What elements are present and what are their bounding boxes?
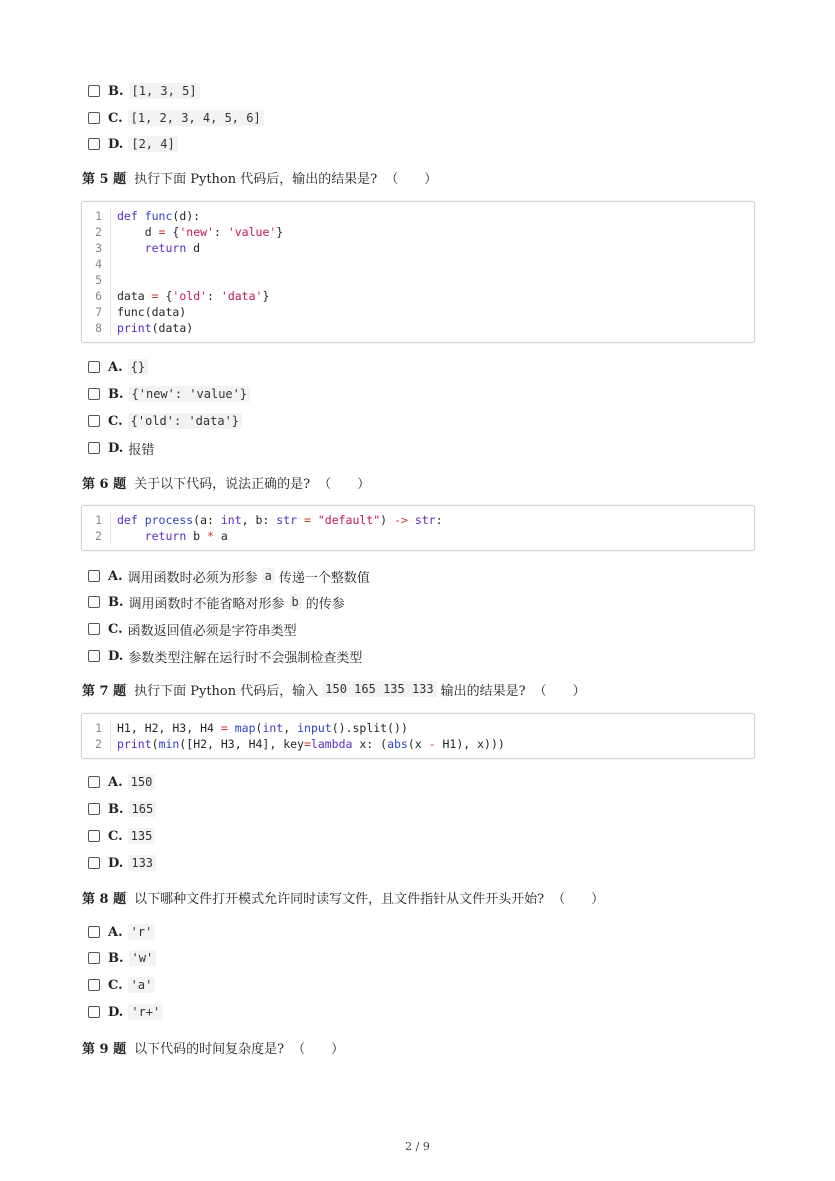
- q7-option-a[interactable]: [88, 771, 155, 793]
- code-token: int: [220, 513, 242, 527]
- code-token: , b:: [241, 513, 277, 527]
- code-token: min: [158, 737, 180, 751]
- option-code: {'new': 'value'}: [129, 386, 251, 402]
- code-text: [117, 529, 228, 543]
- code-line: [82, 208, 754, 224]
- question-text: 输出的结果是?: [440, 683, 526, 699]
- code-text: [117, 305, 186, 319]
- code-token: func(data): [117, 305, 187, 319]
- line-number: 4: [82, 257, 111, 271]
- q7-option-c[interactable]: [88, 825, 155, 847]
- question-9-title: [82, 1036, 344, 1058]
- code-token: ([H2, H3, H4], key: [179, 737, 304, 751]
- code-token: data: [117, 289, 152, 303]
- code-token: (x: [407, 737, 429, 751]
- code-token: }: [262, 289, 270, 303]
- option-letter: A.: [108, 774, 123, 790]
- q8-option-a[interactable]: [88, 921, 155, 943]
- code-token: :: [435, 513, 443, 527]
- q5-option-d[interactable]: [88, 437, 154, 459]
- code-token: b: [186, 529, 208, 543]
- q4-option-b[interactable]: [88, 80, 200, 102]
- option-code: 'a': [128, 977, 156, 993]
- option-letter: C.: [108, 413, 123, 429]
- code-token: 'new': [179, 225, 214, 239]
- code-token: =: [158, 225, 166, 239]
- question-text: 关于以下代码，说法正确的是?: [134, 476, 311, 492]
- code-token: lambda: [310, 737, 353, 751]
- code-token: str: [276, 513, 298, 527]
- code-token: (d):: [172, 209, 201, 223]
- line-number: 2: [82, 225, 111, 239]
- code-text: [117, 721, 408, 735]
- option-text: 调用函数时必须为形参: [127, 570, 258, 586]
- code-token: print: [117, 737, 152, 751]
- code-token: =: [151, 289, 159, 303]
- question-text: 以下代码的时间复杂度是?: [134, 1041, 285, 1057]
- q6-option-b[interactable]: [88, 591, 345, 613]
- q8-option-c[interactable]: [88, 974, 155, 996]
- option-letter: C.: [108, 110, 123, 126]
- question-text: 执行下面 Python 代码后，输出的结果是?: [134, 171, 378, 187]
- question-8-title: [82, 886, 604, 908]
- q5-option-a[interactable]: [88, 356, 148, 378]
- line-number: 8: [82, 321, 111, 335]
- code-token: :: [207, 289, 221, 303]
- option-letter: B.: [108, 386, 124, 402]
- code-text: [117, 513, 443, 527]
- code-line: [82, 320, 754, 336]
- code-text: [117, 289, 269, 303]
- checkbox[interactable]: [88, 388, 100, 400]
- code-token: map: [234, 721, 256, 735]
- code-token: -: [428, 737, 436, 751]
- answer-blank: （ ）: [318, 476, 371, 492]
- code-token: str: [414, 513, 436, 527]
- code-token: =: [220, 721, 228, 735]
- question-number: 第 5 题: [82, 171, 127, 187]
- option-letter: D.: [108, 440, 124, 456]
- line-number: 5: [82, 273, 111, 287]
- code-token: a: [213, 529, 228, 543]
- checkbox[interactable]: [88, 596, 100, 608]
- question-number: 第 8 题: [82, 891, 127, 907]
- option-code: [1, 3, 5]: [129, 83, 200, 99]
- code-token: func: [144, 209, 173, 223]
- option-letter: D.: [108, 1004, 124, 1020]
- option-code: {'old': 'data'}: [128, 413, 242, 429]
- code-line: [82, 720, 754, 736]
- checkbox[interactable]: [88, 415, 100, 427]
- option-text: 函数返回值必须是字符串类型: [127, 623, 297, 639]
- option-code: a: [262, 568, 275, 584]
- code-token: ->: [394, 513, 408, 527]
- checkbox[interactable]: [88, 138, 100, 150]
- code-token: [408, 513, 415, 527]
- q4-option-c[interactable]: [88, 107, 264, 129]
- option-letter: B.: [108, 83, 124, 99]
- code-token: d: [186, 241, 201, 255]
- code-token: 'data': [220, 289, 263, 303]
- q5-option-b[interactable]: [88, 383, 250, 405]
- answer-blank: （ ）: [385, 171, 438, 187]
- checkbox[interactable]: [88, 85, 100, 97]
- q6-option-d[interactable]: [88, 645, 362, 667]
- checkbox[interactable]: [88, 776, 100, 788]
- code-token: ): [380, 513, 395, 527]
- code-token: input: [297, 721, 332, 735]
- code-token: (a:: [193, 513, 221, 527]
- option-text: 报错: [128, 442, 155, 458]
- question-text: 执行下面 Python 代码后，输入: [134, 683, 319, 699]
- option-code: 'r': [128, 924, 156, 940]
- question-number: 第 7 题: [82, 683, 127, 699]
- checkbox[interactable]: [88, 857, 100, 869]
- code-token: :: [213, 225, 228, 239]
- code-token: return: [144, 529, 187, 543]
- checkbox[interactable]: [88, 570, 100, 582]
- option-text: 调用函数时不能省略对形参: [128, 596, 285, 612]
- code-token: x: (: [352, 737, 388, 751]
- checkbox[interactable]: [88, 1006, 100, 1018]
- option-letter: B.: [108, 594, 124, 610]
- code-block-q7: [81, 713, 755, 759]
- answer-blank: （ ）: [533, 683, 586, 699]
- code-line: [82, 528, 754, 544]
- option-letter: C.: [108, 621, 123, 637]
- code-token: 'old': [172, 289, 208, 303]
- q8-option-b[interactable]: [88, 947, 156, 969]
- code-token: int: [262, 721, 284, 735]
- code-token: def: [117, 209, 145, 223]
- checkbox[interactable]: [88, 830, 100, 842]
- code-line: [82, 288, 754, 304]
- checkbox[interactable]: [88, 803, 100, 815]
- code-token: *: [207, 529, 214, 543]
- code-text: [117, 241, 200, 255]
- option-code: [1, 2, 3, 4, 5, 6]: [128, 110, 264, 126]
- code-token: {: [158, 289, 173, 303]
- code-line: [82, 240, 754, 256]
- question-number: 第 9 题: [82, 1041, 127, 1057]
- q5-option-c[interactable]: [88, 410, 242, 432]
- option-code: [2, 4]: [128, 136, 177, 152]
- option-code: 'r+': [128, 1004, 163, 1020]
- code-line: [82, 736, 754, 752]
- option-letter: B.: [108, 950, 124, 966]
- page-number: 2 / 9: [405, 1140, 430, 1153]
- code-line: [82, 256, 754, 272]
- q8-option-d[interactable]: [88, 1001, 163, 1023]
- line-number: 2: [82, 737, 111, 751]
- answer-blank: （ ）: [552, 891, 605, 907]
- line-number: 6: [82, 289, 111, 303]
- option-letter: C.: [108, 828, 123, 844]
- checkbox[interactable]: [88, 623, 100, 635]
- q7-option-d[interactable]: [88, 852, 156, 874]
- option-letter: C.: [108, 977, 123, 993]
- option-code: b: [289, 594, 302, 610]
- line-number: 1: [82, 513, 111, 527]
- option-code: 133: [128, 855, 156, 871]
- option-text: 传递一个整数值: [278, 570, 370, 586]
- option-letter: A.: [108, 359, 123, 375]
- code-token: H1, H2, H3, H4: [117, 721, 221, 735]
- checkbox[interactable]: [88, 361, 100, 373]
- checkbox[interactable]: [88, 650, 100, 662]
- line-number: 7: [82, 305, 111, 319]
- code-text: [117, 225, 283, 239]
- code-token: [228, 721, 235, 735]
- question-code: 150 165 135 133: [322, 681, 436, 697]
- option-code: 150: [128, 774, 156, 790]
- code-token: process: [144, 513, 194, 527]
- code-token: H1), x))): [435, 737, 505, 751]
- code-text: [117, 209, 200, 223]
- checkbox[interactable]: [88, 979, 100, 991]
- q6-option-a[interactable]: [88, 565, 370, 587]
- code-token: ().split()): [331, 721, 408, 735]
- q6-option-c[interactable]: [88, 618, 297, 640]
- code-token: "default": [317, 513, 381, 527]
- question-text: 以下哪种文件打开模式允许同时读写文件，且文件指针从文件开头开始?: [134, 891, 545, 907]
- question-6-title: [82, 471, 370, 493]
- q7-option-b[interactable]: [88, 798, 156, 820]
- code-token: [117, 529, 145, 543]
- code-token: def: [117, 513, 145, 527]
- question-number: 第 6 题: [82, 476, 127, 492]
- option-code: 'w': [129, 950, 157, 966]
- checkbox[interactable]: [88, 112, 100, 124]
- code-block-q5: [81, 201, 755, 343]
- answer-blank: （ ）: [292, 1041, 345, 1057]
- code-token: [117, 241, 145, 255]
- code-token: (: [255, 721, 263, 735]
- checkbox[interactable]: [88, 952, 100, 964]
- code-line: [82, 512, 754, 528]
- option-text: 参数类型注解在运行时不会强制检查类型: [128, 650, 363, 666]
- code-token: abs: [387, 737, 408, 751]
- question-5-title: [82, 166, 437, 188]
- line-number: 1: [82, 209, 111, 223]
- option-code: 135: [128, 828, 156, 844]
- code-text: [117, 321, 193, 335]
- checkbox[interactable]: [88, 442, 100, 454]
- code-token: (data): [151, 321, 194, 335]
- code-token: {: [165, 225, 180, 239]
- option-code: {}: [128, 359, 148, 375]
- code-token: =: [297, 513, 318, 527]
- option-text: 的传参: [305, 596, 345, 612]
- code-token: (: [151, 737, 159, 751]
- code-line: [82, 304, 754, 320]
- code-token: =: [303, 737, 311, 751]
- question-7-title: [82, 678, 586, 700]
- option-letter: D.: [108, 855, 124, 871]
- q4-option-d[interactable]: [88, 133, 178, 155]
- code-token: 'value': [227, 225, 277, 239]
- option-letter: A.: [108, 924, 123, 940]
- code-token: print: [117, 321, 152, 335]
- line-number: 2: [82, 529, 111, 543]
- option-letter: B.: [108, 801, 124, 817]
- option-code: 165: [129, 801, 157, 817]
- option-letter: D.: [108, 136, 124, 152]
- code-text: [117, 737, 505, 751]
- code-token: ,: [283, 721, 298, 735]
- line-number: 1: [82, 721, 111, 735]
- code-block-q6: [81, 505, 755, 551]
- option-letter: D.: [108, 648, 124, 664]
- option-letter: A.: [108, 568, 123, 584]
- checkbox[interactable]: [88, 926, 100, 938]
- code-line: [82, 272, 754, 288]
- code-token: }: [276, 225, 284, 239]
- line-number: 3: [82, 241, 111, 255]
- code-token: d: [117, 225, 159, 239]
- code-line: [82, 224, 754, 240]
- code-token: return: [144, 241, 187, 255]
